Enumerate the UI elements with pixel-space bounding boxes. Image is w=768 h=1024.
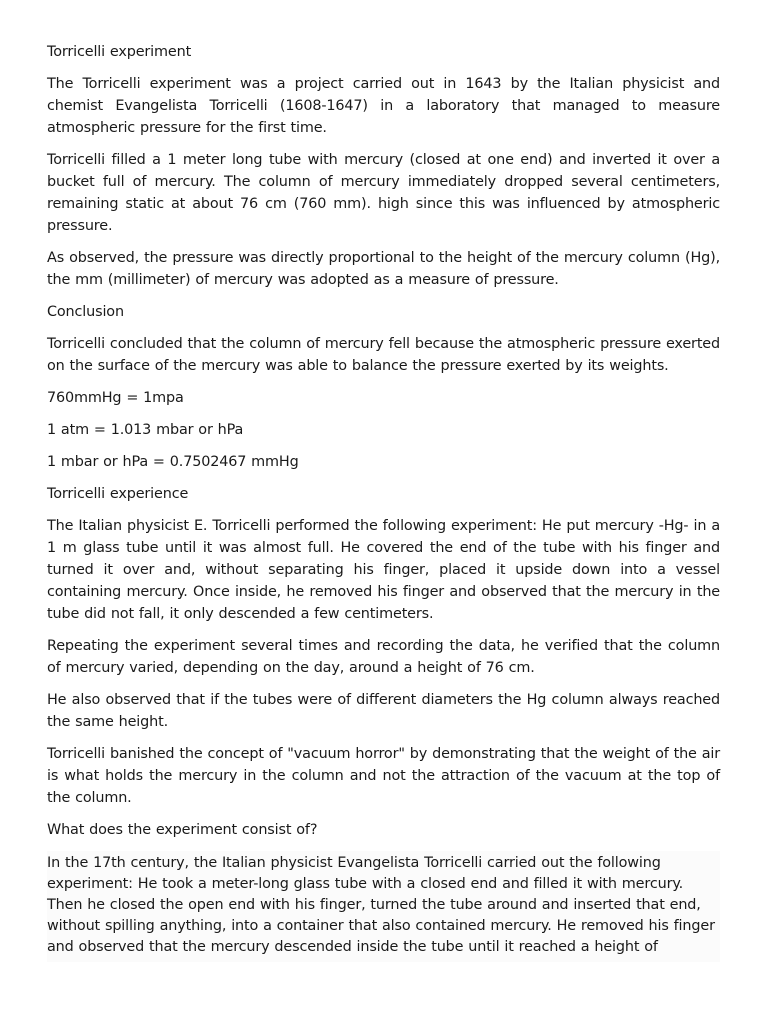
- intro-paragraph: The Torricelli experiment was a project carried out in 1643 by the Italian physicist and chemist Evangelista Torricelli (1608-1647) in a laboratory that managed to measure atmospheric pressure for the first time.: [47, 76, 720, 136]
- question-heading: What does the experiment consist of?: [47, 822, 318, 838]
- observed-paragraph: As observed, the pressure was directly proportional to the height of the mercury column (Hg), the mm (millimeter) of mercury was adopted as a measure of pressure.: [47, 250, 720, 288]
- document-title: Torricelli experiment: [47, 44, 192, 60]
- conclusion-paragraph: Torricelli concluded that the column of mercury fell because the atmospheric pressure exerted on the surface of the mercury was able to balance the pressure exerted by its weights.: [47, 336, 720, 374]
- answer-paragraph: In the 17th century, the Italian physicist Evangelista Torricelli carried out the following experiment: He took a meter-long glass tube with a closed end and filled it with mercury. Then he closed the open end with his finger, turned the tube around and inserted that end, without spilling anything, into a container that also contained mercury. He removed his finger and observed that the mercury descended inside the tube until it reached a height of: [47, 851, 720, 962]
- document-page: [47, 41, 720, 972]
- equation-line: 760mmHg = 1mpa: [47, 390, 184, 406]
- diameters-paragraph: He also observed that if the tubes were of different diameters the Hg column always reached the same height.: [47, 692, 720, 730]
- experience-paragraph: The Italian physicist E. Torricelli performed the following experiment: He put mercury -Hg- in a 1 m glass tube until it was almost full. He covered the end of the tube with his finger and turned it over and, without separating his finger, placed it upside down into a vessel containing mercury. Once inside, he removed his finger and observed that the mercury in the tube did not fall, it only descended a few centimeters.: [47, 518, 720, 622]
- banished-paragraph: Torricelli banished the concept of "vacuum horror" by demonstrating that the weight of the air is what holds the mercury in the column and not the attraction of the vacuum at the top of the column.: [47, 746, 720, 806]
- experience-heading: Torricelli experience: [47, 486, 189, 502]
- repeating-paragraph: Repeating the experiment several times and recording the data, he verified that the column of mercury varied, depending on the day, around a height of 76 cm.: [47, 638, 720, 676]
- filling-paragraph: Torricelli filled a 1 meter long tube with mercury (closed at one end) and inverted it over a bucket full of mercury. The column of mercury immediately dropped several centimeters, remaining static at about 76 cm (760 mm). high since this was influenced by atmospheric pressure.: [47, 152, 720, 234]
- equation-line: 1 mbar or hPa = 0.7502467 mmHg: [47, 454, 299, 470]
- equation-line: 1 atm = 1.013 mbar or hPa: [47, 422, 244, 438]
- conclusion-heading: Conclusion: [47, 304, 124, 320]
